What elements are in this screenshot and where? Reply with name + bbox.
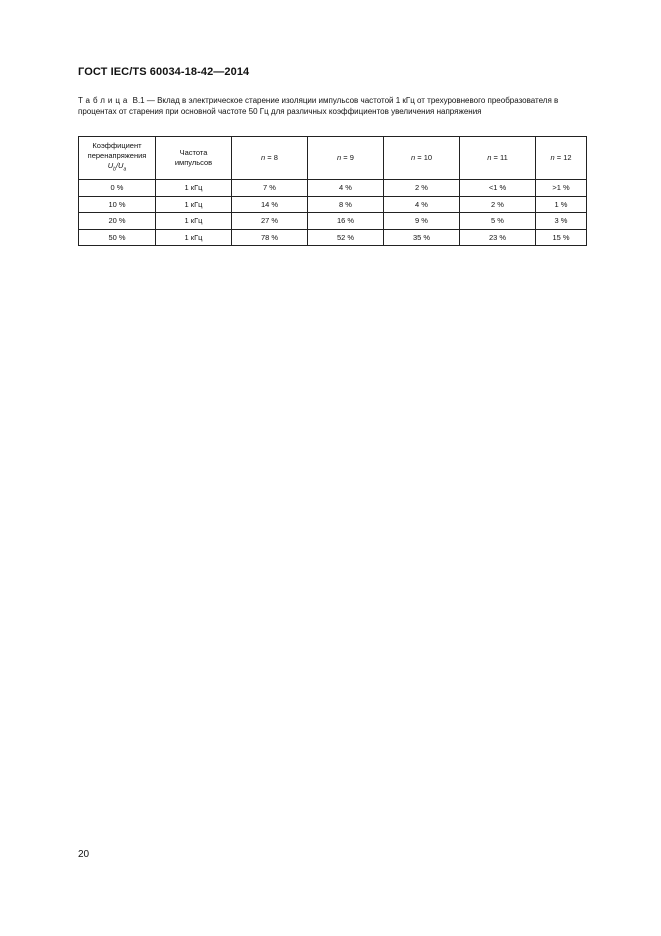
- table-row: [79, 213, 587, 230]
- cell-n8: 78 %: [232, 229, 308, 246]
- cell-n9: 16 %: [308, 213, 384, 230]
- page-number: 20: [78, 849, 90, 860]
- data-table: [78, 136, 587, 246]
- caption-number: В.1: [132, 96, 145, 105]
- cell-n8: 7 %: [232, 180, 308, 197]
- cell-freq: 1 кГц: [156, 180, 232, 197]
- document-header: ГОСТ IEC/TS 60034-18-42—2014: [78, 66, 250, 78]
- cell-n12: 1 %: [536, 196, 587, 213]
- header-coef-line2: перенапряжения: [87, 151, 147, 161]
- cell-n10: 9 %: [384, 213, 460, 230]
- header-n-10: n = 10: [384, 137, 460, 180]
- header-n-9: n = 9: [308, 137, 384, 180]
- cell-n8: 27 %: [232, 213, 308, 230]
- cell-freq: 1 кГц: [156, 196, 232, 213]
- header-freq-line2: импульсов: [174, 158, 213, 167]
- cell-n8: 14 %: [232, 196, 308, 213]
- table-header-row: [79, 137, 587, 180]
- cell-freq: 1 кГц: [156, 229, 232, 246]
- table-row: [79, 180, 587, 197]
- header-coef-line1: Коэффициент: [92, 141, 142, 151]
- cell-n9: 8 %: [308, 196, 384, 213]
- cell-n11: 2 %: [460, 196, 536, 213]
- cell-n10: 2 %: [384, 180, 460, 197]
- cell-coef: 20 %: [79, 213, 156, 230]
- header-overvoltage-coefficient: [79, 137, 156, 180]
- header-n-12: n = 12: [536, 137, 587, 180]
- cell-n11: 5 %: [460, 213, 536, 230]
- cell-coef: 0 %: [79, 180, 156, 197]
- table-row: [79, 229, 587, 246]
- cell-n10: 4 %: [384, 196, 460, 213]
- caption-label: Таблица: [78, 96, 131, 105]
- caption-text: — Вклад в электрическое старение изоляции импульсов частотой 1 кГц от трехуровневого преобразователя в процентах от старения при основной частоте 50 Гц для различных коэффициентов увеличения напряжения: [78, 96, 559, 116]
- header-coef-ratio: $U_b/U_a$: [107, 161, 127, 173]
- header-pulse-frequency: [156, 137, 232, 180]
- cell-n11: <1 %: [460, 180, 536, 197]
- cell-coef: 50 %: [79, 229, 156, 246]
- header-n-11: n = 11: [460, 137, 536, 180]
- header-n-8: n = 8: [232, 137, 308, 180]
- cell-freq: 1 кГц: [156, 213, 232, 230]
- cell-n12: 15 %: [536, 229, 587, 246]
- cell-coef: 10 %: [79, 196, 156, 213]
- cell-n9: 52 %: [308, 229, 384, 246]
- cell-n12: >1 %: [536, 180, 587, 197]
- header-freq-line1: Частота: [179, 148, 208, 157]
- cell-n12: 3 %: [536, 213, 587, 230]
- table-caption: [78, 96, 590, 117]
- cell-n9: 4 %: [308, 180, 384, 197]
- table-row: [79, 196, 587, 213]
- cell-n11: 23 %: [460, 229, 536, 246]
- cell-n10: 35 %: [384, 229, 460, 246]
